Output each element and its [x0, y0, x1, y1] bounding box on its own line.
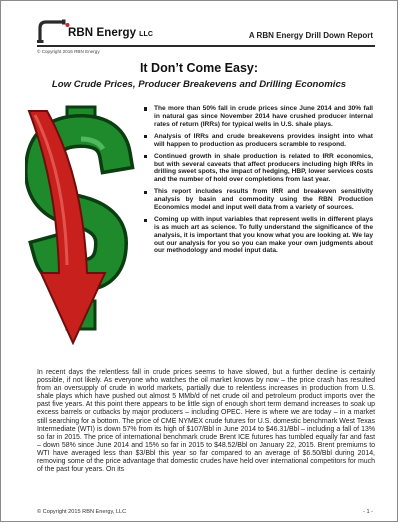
key-point-text: Continued growth in shale production is related to IRR economics, but with several caveats that affect producers including high IRRs in drilling sweet spots, the impact of hedging, HBP, lower services costs and the number of hold over completions from last year. — [154, 152, 373, 184]
header-copyright: © Copyright 2016 RBN Energy — [37, 49, 100, 54]
header-divider — [37, 45, 375, 47]
bullet-icon — [144, 219, 147, 222]
key-point-text: This report includes results from IRR and breakeven sensitivity analysis by basin and commodity using the RBN Production Economics model and input well data from a variety of sources. — [154, 188, 373, 211]
rbn-pipe-logo-icon — [37, 19, 71, 43]
report-header — [1, 1, 397, 45]
bullet-icon — [144, 135, 147, 138]
brand-logo — [68, 27, 153, 39]
report-subtitle: Low Crude Prices, Producer Breakevens and Drilling Economics — [51, 79, 347, 90]
key-point-text: Analysis of IRRs and crude breakevens provides insight into what will happen to production as producers scramble to respond. — [154, 132, 373, 148]
report-type-label: A RBN Energy Drill Down Report — [248, 31, 373, 40]
key-point-item — [143, 188, 373, 211]
bullet-icon — [144, 107, 147, 110]
page-number: - 1 - — [363, 509, 373, 515]
key-point-text: The more than 50% fall in crude prices since June 2014 and 30% fall in natural gas since November 2014 have crushed producer internal rates of return (IRRs) for typical wells in U.S. shale plays. — [154, 105, 373, 128]
key-point-text: Coming up with input variables that represent wells in different plays is as much art as science. To fully understand the significance of the analysis, it is important that you know what you are looking at. We lay out our analysis for you so you can make your own judgments about our methodology and model input data. — [154, 216, 373, 255]
footer-copyright: © Copyright 2015 RBN Energy, LLC — [37, 509, 127, 515]
bullet-icon — [144, 191, 147, 194]
key-point-item — [143, 105, 373, 128]
falling-dollar-icon — [25, 105, 137, 349]
key-point-item — [143, 153, 373, 184]
key-points-list — [143, 105, 373, 260]
key-point-item — [143, 133, 373, 149]
key-point-item — [143, 216, 373, 255]
brand-suffix: LLC — [139, 31, 154, 38]
bullet-icon — [144, 155, 147, 158]
report-title: It Don’t Come Easy: — [139, 61, 259, 75]
brand-name: RBN Energy — [68, 27, 137, 39]
body-paragraph: In recent days the relentless fall in crude prices seems to have slowed, but a further decline is certainly possible, if not likely. As everyone who watches the oil market knows by now – the price crash has resulted from an oversupply of crude in world markets, partially due to relentless increases in production from U.S. shale plays which have pushed out almost 5 MMb/d of net crude oil and petroleum product imports over the past five years. At this point there appears to be little sign of enough short term demand increases to soak up excess barrels or cutbacks by major producers – including OPEC. Here is where we are today – in a market still searching for a bottom. The price of CME NYMEX crude futures for U.S. domestic benchmark West Texas Intermediate (WTI) is down 57% from its high of $107/Bbl in June 2014 to $46.31/Bbl – including a fall of 13% so far in 2015. The price of international benchmark crude Brent ICE futures has tumbled equally far and fast – down 58% since June 2014 and 15% so far in 2015 to $48.52/Bbl on January 22, 2015. Brent premiums to WTI have averaged less than $3/Bbl this year so far compared to an average of $6.50/Bbl during 2014, removing some of the price advantage that domestic crudes have held over international competitors for much of the past four years. On its — [37, 369, 375, 474]
